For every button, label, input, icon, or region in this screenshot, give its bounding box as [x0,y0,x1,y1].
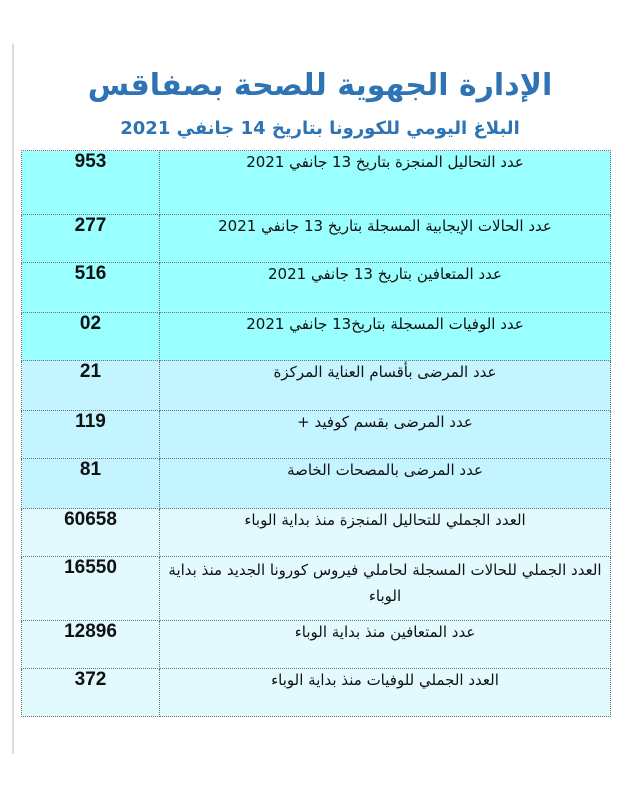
row-label: عدد التحاليل المنجزة بتاريخ 13 جانفي 2021 [160,151,611,215]
table-row [22,215,611,263]
row-value: 21 [22,361,160,411]
table-row [22,557,611,621]
page-subtitle: البلاغ اليومي للكورونا بتاريخ 14 جانفي 2021 [120,118,520,139]
page-title: الإدارة الجهوية للصحة بصفاقس [87,68,553,103]
table-row [22,459,611,509]
row-label: عدد المرضى بالمصحات الخاصة [160,459,611,509]
row-value: 953 [22,151,160,215]
row-label: العدد الجملي للتحاليل المنجزة منذ بداية الوباء [160,509,611,557]
row-value: 16550 [22,557,160,621]
row-value: 277 [22,215,160,263]
row-value: 119 [22,411,160,459]
row-label: عدد المتعافين منذ بداية الوباء [160,621,611,669]
row-value: 02 [22,313,160,361]
left-margin-rule [12,44,14,754]
row-label: عدد المتعافين بتاريخ 13 جانفي 2021 [160,263,611,313]
row-label: عدد الحالات الإيجابية المسجلة بتاريخ 13 جانفي 2021 [160,215,611,263]
table-row [22,361,611,411]
row-value: 516 [22,263,160,313]
table-row [22,509,611,557]
table-row [22,263,611,313]
row-label: عدد المرضى بقسم كوفيد + [160,411,611,459]
row-value: 60658 [22,509,160,557]
table-row [22,411,611,459]
row-value: 81 [22,459,160,509]
table-row [22,313,611,361]
row-label: العدد الجملي للوفيات منذ بداية الوباء [160,669,611,717]
table-row [22,621,611,669]
row-label: العدد الجملي للحالات المسجلة لحاملي فيروس كورونا الجديد منذ بداية الوباء [160,557,611,621]
row-label: عدد الوفيات المسجلة بتاريخ13 جانفي 2021 [160,313,611,361]
row-label: عدد المرضى بأقسام العناية المركزة [160,361,611,411]
row-value: 12896 [22,621,160,669]
table-row [22,151,611,215]
table-row [22,669,611,717]
row-value: 372 [22,669,160,717]
statistics-table [21,150,611,717]
